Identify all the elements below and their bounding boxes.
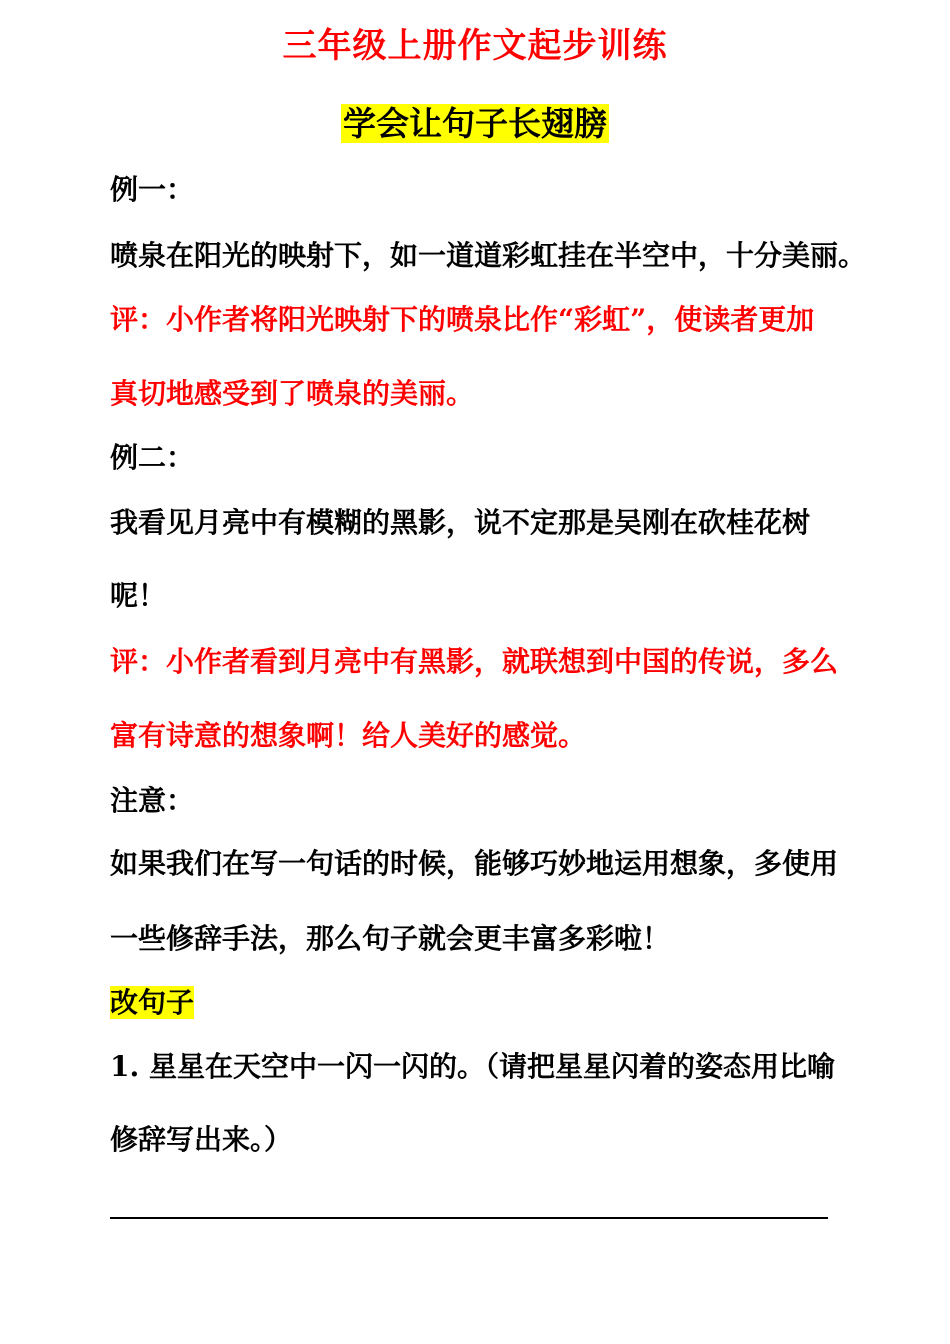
exercise-item1-line2: 修辞写出来。）: [110, 1123, 293, 1156]
exercise-heading-wrap: [110, 985, 194, 1021]
example2-sentence-line2: 呢！: [110, 579, 167, 612]
answer-line[interactable]: [110, 1217, 828, 1219]
subtitle-wrap: [0, 102, 950, 146]
example1-comment-line2: 真切地感受到了喷泉的美丽。: [110, 377, 475, 410]
example2-comment-line2: 富有诗意的想象啊！给人美好的感觉。: [110, 719, 587, 752]
exercise-heading: 改句子: [110, 986, 195, 1019]
example2-label: 例二：: [110, 441, 195, 474]
example1-sentence: 喷泉在阳光的映射下，如一道道彩虹挂在半空中，十分美丽。: [110, 239, 867, 272]
page-subtitle: 学会让句子长翅膀: [343, 104, 607, 143]
note-line1: 如果我们在写一句话的时候，能够巧妙地运用想象，多使用: [110, 847, 839, 880]
exercise-item1-line1: 1. 星星在天空中一闪一闪的。（请把星星闪着的姿态用比喻: [110, 1050, 835, 1083]
example2-sentence-line1: 我看见月亮中有模糊的黑影，说不定那是吴刚在砍桂花树: [110, 506, 811, 539]
page-title: 三年级上册作文起步训练: [282, 26, 668, 66]
note-line2: 一些修辞手法，那么句子就会更丰富多彩啦！: [110, 922, 671, 955]
example2-comment-line1: 评：小作者看到月亮中有黑影，就联想到中国的传说，多么: [110, 645, 839, 678]
example1-label: 例一：: [110, 173, 195, 206]
example1-comment-line1: 评：小作者将阳光映射下的喷泉比作“彩虹”，使读者更加: [110, 303, 815, 336]
note-label: 注意：: [110, 784, 195, 817]
